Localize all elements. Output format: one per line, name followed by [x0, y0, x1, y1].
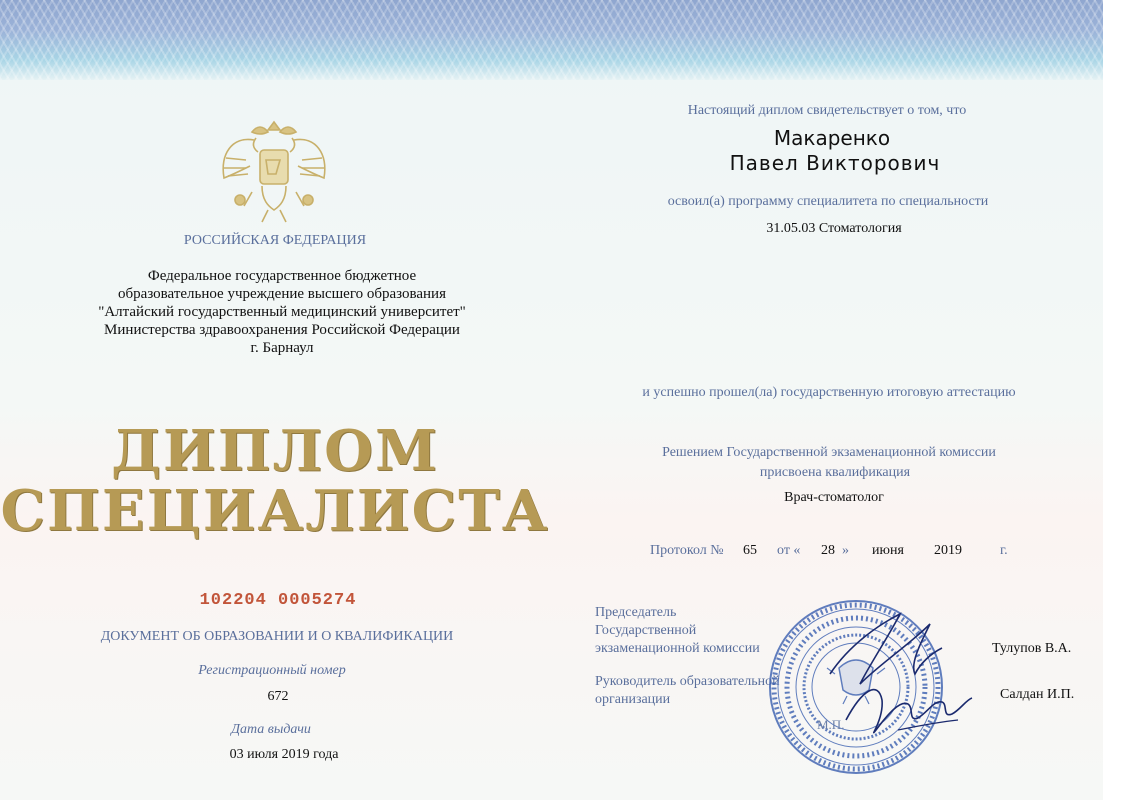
institution-line-5: г. Барнаул	[250, 340, 314, 356]
decision-line-2: присвоена квалификация	[759, 465, 911, 480]
guilloche-band	[0, 0, 1131, 80]
protocol-year: 2019	[934, 543, 962, 558]
document-type: ДОКУМЕНТ ОБ ОБРАЗОВАНИИ И О КВАЛИФИКАЦИИ	[100, 629, 454, 644]
protocol-month: июня	[872, 543, 904, 558]
institution-line-2: образовательное учреждение высшего образования	[118, 286, 446, 302]
protocol-number: 65	[743, 543, 757, 558]
diploma-title-line-1: ДИПЛОМ	[111, 418, 439, 484]
institution-line-1: Федеральное государственное бюджетное	[147, 268, 417, 284]
qualification: Врач-стоматолог	[784, 490, 884, 505]
chair-name: Тулупов В.А.	[992, 641, 1072, 656]
stamp-mark: М.П.	[817, 717, 845, 732]
program-text: освоил(а) программу специалитета по специальности	[667, 194, 989, 209]
intro-text: Настоящий диплом свидетельствует о том, что	[687, 103, 967, 118]
coat-of-arms-icon	[212, 108, 336, 228]
issue-date: 03 июля 2019 года	[229, 747, 339, 762]
decision-line-1: Решением Государственной экзаменационной комиссии	[662, 445, 996, 460]
diploma-title-line-2: СПЕЦИАЛИСТА	[0, 478, 550, 544]
institution-line-4: Министерства здравоохранения Российской Федерации	[104, 322, 460, 338]
serial-number: 102204 0005274	[199, 591, 357, 610]
issue-date-label: Дата выдачи	[231, 722, 311, 737]
chair-line-3: экзаменационной комиссии	[595, 641, 760, 656]
protocol-from: от «	[777, 543, 801, 558]
holder-surname: Макаренко	[773, 126, 891, 150]
head-name: Салдан И.П.	[1000, 687, 1075, 702]
protocol-close-quote: »	[842, 543, 849, 558]
head-signature-icon	[838, 660, 978, 750]
institution-line-3: "Алтайский государственный медицинский университет"	[98, 304, 466, 320]
head-line-2: организации	[595, 692, 671, 707]
page-edge	[1103, 0, 1131, 800]
registration-label: Регистрационный номер	[198, 663, 346, 678]
attestation-text: и успешно прошел(ла) государственную итоговую аттестацию	[642, 385, 1016, 400]
holder-name: Павел Викторович	[729, 151, 941, 175]
specialty: 31.05.03 Стоматология	[766, 221, 902, 236]
protocol-day: 28	[821, 543, 835, 558]
chair-line-1: Председатель	[595, 605, 677, 620]
chair-line-2: Государственной	[595, 623, 697, 638]
protocol-year-suffix: г.	[1000, 543, 1008, 558]
protocol-label: Протокол №	[650, 543, 724, 558]
head-line-1: Руководитель образовательной	[595, 674, 780, 689]
registration-number: 672	[267, 689, 289, 704]
country-label: РОССИЙСКАЯ ФЕДЕРАЦИЯ	[183, 233, 367, 248]
